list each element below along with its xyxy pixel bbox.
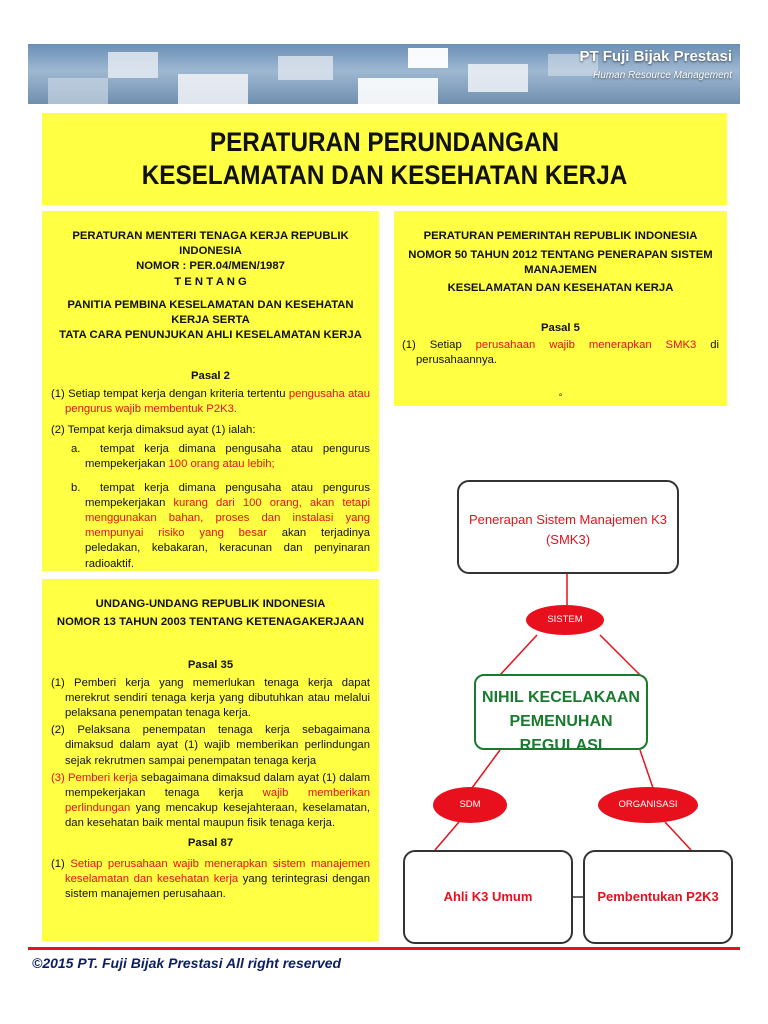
smk3-box — [457, 480, 679, 574]
small-degree-mark: ° — [558, 392, 563, 403]
connector-org-p2k3 — [665, 822, 691, 850]
connector-sdm-ahli — [435, 822, 459, 850]
permenaker-heading-5: TATA CARA PENUNJUKAN AHLI KESELAMATAN KERJA — [59, 329, 362, 342]
pp-heading-3: KESELAMATAN DAN KESEHATAN KERJA — [447, 281, 674, 294]
sdm-ellipse: SDM — [433, 787, 507, 823]
header-banner — [28, 44, 740, 104]
pasal-35-item-3: (3) Pemberi kerja sebagaimana dimaksud dalam ayat (1) dalam mempekerjakan tenaga kerja wajib memberikan perlindungan yang mencakup kesejahteraan, keselamatan, dan kesehatan baik mental maupun fisik tenaga kerja. — [51, 771, 370, 830]
pasal-2-item-a: a. tempat kerja dimana pengusaha atau pengurus mempekerjakan 100 orang atau lebih; — [71, 443, 370, 471]
organisasi-ellipse: ORGANISASI — [598, 787, 698, 823]
title-box — [42, 113, 727, 205]
uu-panel — [42, 579, 379, 941]
smk3-line-1: Penerapan Sistem Manajemen K3 — [468, 512, 667, 527]
pp-panel — [394, 211, 727, 406]
permenaker-heading-4: PANITIA PEMBINA KESELAMATAN DAN KESEHATAN KERJA SERTA — [67, 298, 354, 327]
pp-heading-2: NOMOR 50 TAHUN 2012 TENTANG PENERAPAN SISTEM MANAJEMEN — [408, 249, 713, 277]
pasal-2-item-2: (2) Tempat kerja dimaksud ayat (1) ialah: — [51, 424, 256, 437]
pp-heading-1: PERATURAN PEMERINTAH REPUBLIK INDONESIA — [423, 230, 698, 242]
sistem-ellipse: SISTEM — [526, 605, 604, 635]
pasal-35-item-1: (1) Pemberi kerja yang memerlukan tenaga kerja dapat merekrut sendiri tenaga kerja yang dibutuhkan atau melalui pelaksana penempatan tenaga kerja. — [51, 676, 370, 720]
permenaker-panel — [42, 211, 379, 571]
pasal-2-item-b: b. tempat kerja dimana pengusaha atau pengurus mempekerjakan kurang dari 100 orang, akan tetapi menggunakan bahan, proses dan instalasi yang mempunyai risiko yang besar akan terjadinya peledakan, kebakaran, keracunan dan penyinaran radioaktif. — [71, 481, 370, 570]
pasal-35-heading: Pasal 35 — [187, 659, 234, 672]
goal-box — [474, 674, 648, 754]
permenaker-heading-2: NOMOR : PER.04/MEN/1987 — [136, 260, 285, 273]
pasal-2-heading: Pasal 2 — [191, 370, 230, 383]
copyright-footer: ©2015 PT. Fuji Bijak Prestasi All right reserved — [32, 955, 342, 971]
p2k3-box: Pembentukan P2K3 — [583, 850, 733, 944]
goal-line-2: PEMENUHAN REGULASI — [509, 713, 613, 754]
pasal-5-item-1: (1) Setiap perusahaan wajib menerapkan SMK3 di perusahaannya. — [402, 339, 719, 367]
pasal-2-item-1: (1) Setiap tempat kerja dengan kriteria tertentu pengusaha atau pengurus wajib membentuk P2K3. — [51, 387, 371, 415]
connector-sistem-left — [500, 635, 537, 675]
ahli-k3-box: Ahli K3 Umum — [403, 850, 573, 944]
smk3-line-2: (SMK3) — [545, 532, 591, 547]
uu-heading-1: UNDANG-UNDANG REPUBLIK INDONESIA — [95, 598, 326, 610]
pasal-5-heading: Pasal 5 — [541, 321, 580, 334]
company-name: PT Fuji Bijak Prestasi — [579, 48, 732, 65]
company-subtitle: Human Resource Management — [593, 70, 732, 81]
pasal-35-item-2: (2) Pelaksana penempatan tenaga kerja sebagaimana dimaksud dalam ayat (1) wajib memberikan perlindungan sejak rekrutmen sampai penempatan tenaga kerja — [51, 724, 370, 767]
goal-line-1: NIHIL KECELAKAAN — [482, 689, 640, 706]
uu-heading-2: NOMOR 13 TAHUN 2003 TENTANG KETENAGAKERJAAN — [56, 616, 365, 629]
footer-divider — [28, 947, 740, 950]
connector-sistem-right — [600, 635, 640, 675]
title-line-1: PERATURAN PERUNDANGAN — [209, 127, 560, 157]
permenaker-heading-3: T E N T A N G — [174, 275, 247, 288]
pasal-87-heading: Pasal 87 — [187, 836, 234, 849]
title-line-2: KESELAMATAN DAN KESEHATAN KERJA — [141, 160, 628, 190]
permenaker-heading-1: PERATURAN MENTERI TENAGA KERJA REPUBLIK INDONESIA — [72, 230, 349, 258]
pasal-87-item-1: (1) Setiap perusahaan wajib menerapkan sistem manajemen keselamatan dan kesehatan kerja yang terintegrasi dengan sistem manajemen perusahaan. — [51, 857, 370, 901]
